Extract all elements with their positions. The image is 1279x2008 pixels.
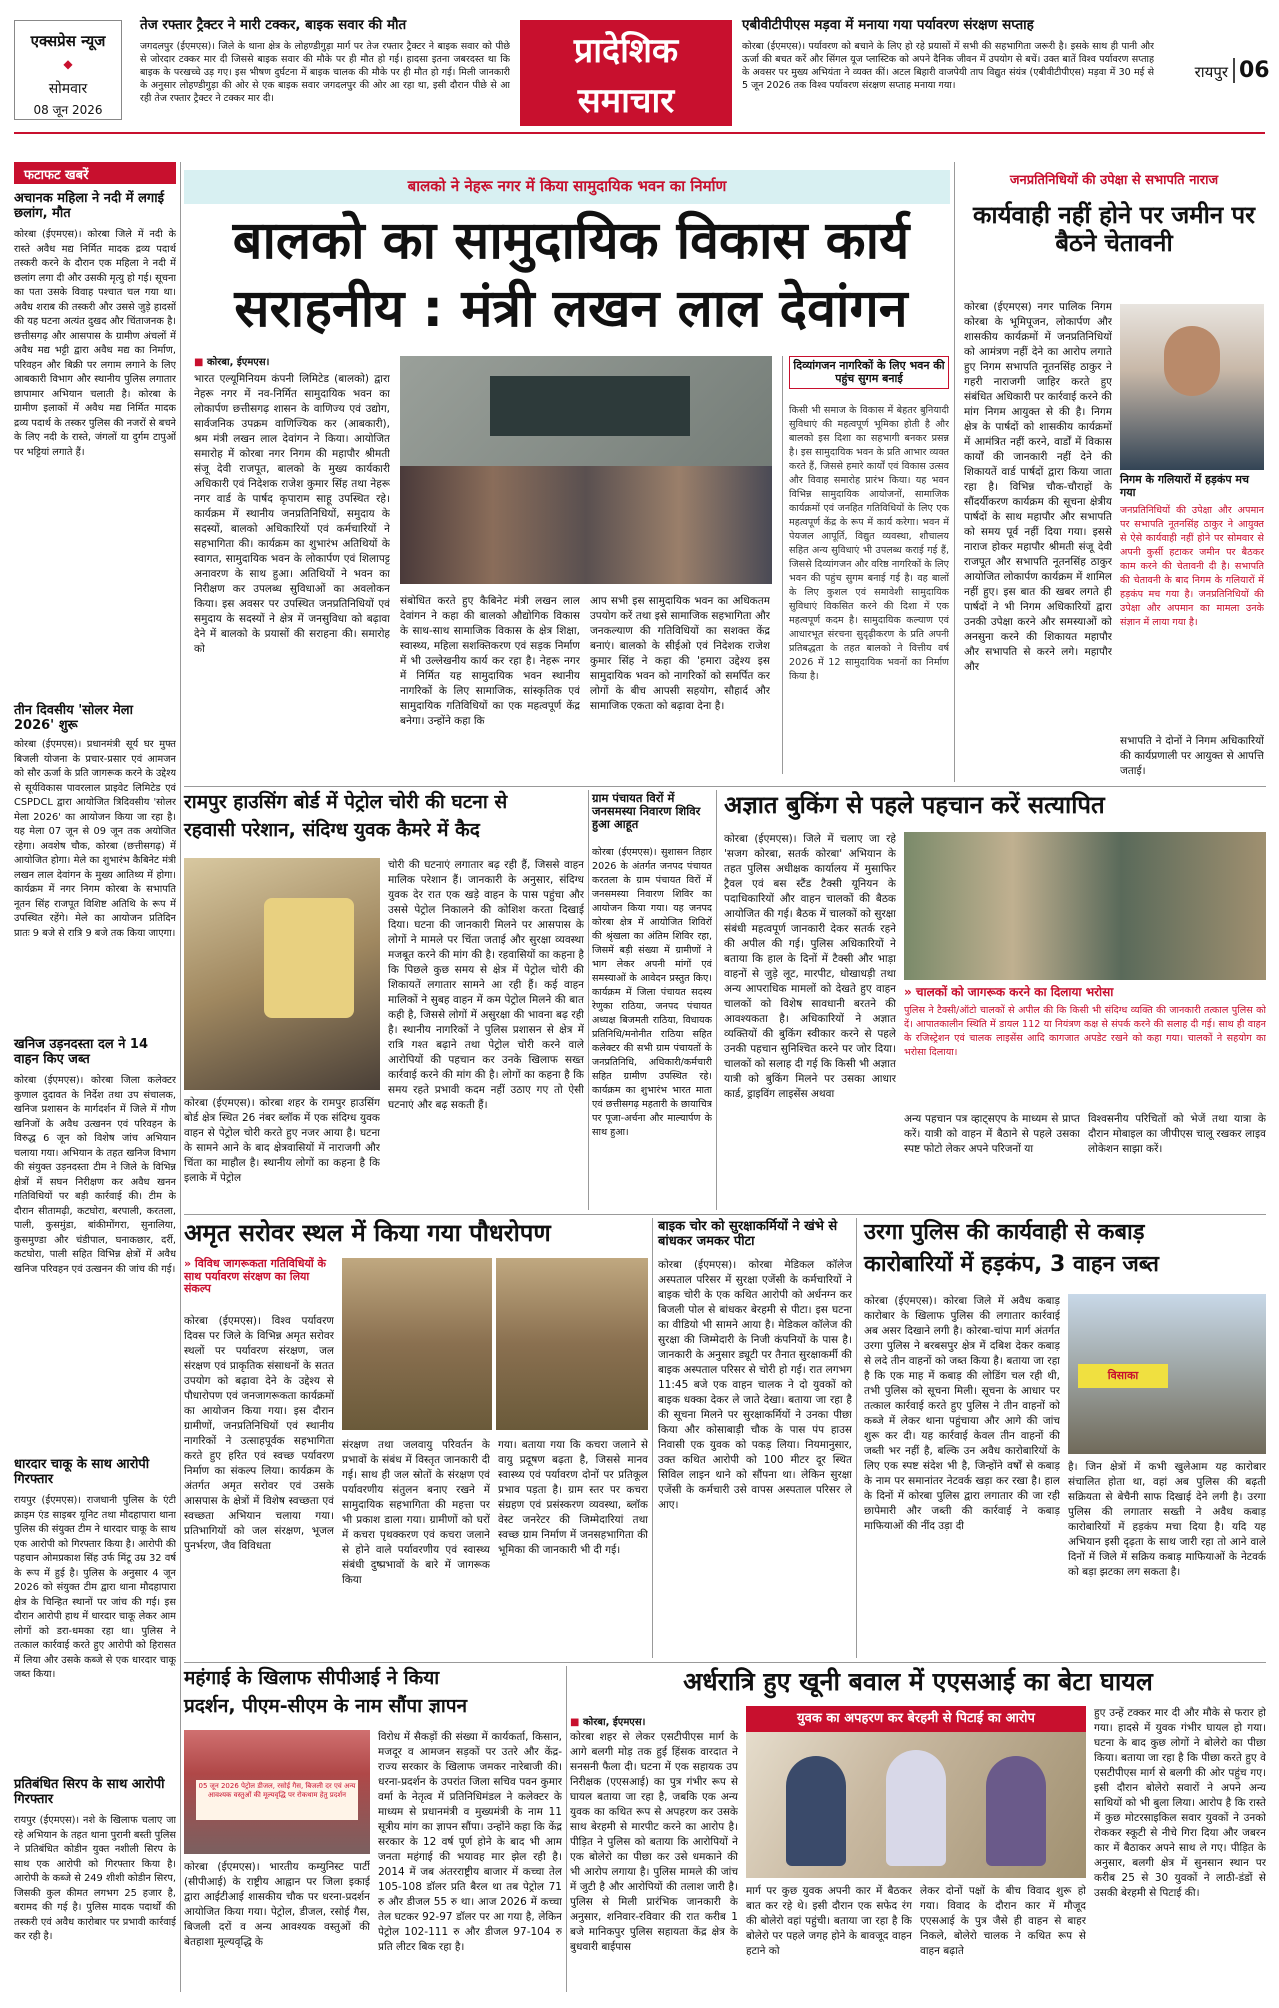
section-title-line1: प्रादेशिक	[573, 31, 679, 71]
lead-dateline	[194, 354, 354, 368]
bike-text: कोरबा (ईएमएस)। कोरबा मेडिकल कॉलेज अस्पताल परिसर में सुरक्षा एजेंसी के कर्मचारियों ने बाइक चोरी के एक कथित आरोपी को अर्धनग्न कर बिजली पोल से बांधकर बेरहमी से पीटा। इस घटना का वीडियो भी सामने आया है। मेडिकल कॉलेज की सुरक्षा की जिम्मेदारी के निजी कंपनियों के पास है। जानकारी के अनुसार ड्यूटी पर तैनात सुरक्षाकर्मी की बाइक अस्पताल परिसर से चोरी हो गई। रात लगभग 11:45 बजे एक वाहन चालक ने दो युवकों को बाइक धक्का देकर ले जाते देखा। बताया जा रहा है की सूचना मिलने पर सुरक्षाकर्मियों ने उनका पीछा किया और कोसाबाड़ी चौक के पास पंप हाउस निवासी एक युवक को पकड़ लिया। नियमानुसार, उक्त कथित आरोपी को 100 मीटर दूर स्थित सिविल लाइन थाने को सौंपना था। लेकिन सुरक्षा एजेंसी के कर्मचारी उसे वापस अस्पताल परिसर ले आए।	[658, 1259, 852, 1511]
agyat-bottom-col2: विश्वसनीय परिचितों को भेजें तथा यात्रा के दौरान मोबाइल का जीपीएस चालू रखकर लाइव लोकेशन साझा करें।	[1088, 1113, 1266, 1155]
urga-divider	[856, 1218, 857, 1658]
agyat-divider	[716, 790, 717, 1210]
lead-photo-people	[400, 466, 772, 584]
city-label: रायपुर	[1194, 63, 1228, 81]
ardh-divider	[566, 1666, 567, 1992]
page-number: 06	[1233, 58, 1275, 83]
right-kicker: जनप्रतिनिधियों की उपेक्षा से सभापति नाराज	[1009, 173, 1219, 188]
lead-photo	[400, 356, 772, 584]
cpi-photo	[184, 1730, 370, 1854]
diamond-icon: ◆	[63, 57, 73, 71]
left-item-1-text: कोरबा (ईएमएस)। कोरबा जिले में नदी के रास्ते अवैध मद्य निर्मित मादक द्रव्य पदार्थ तस्करी करने के दौरान एक महिला ने नदी में छलांग लगा दी और उसकी मृत्यु हो गई। सूचना का पता उसके विवाह पश्चात चल गया था। अवैध शराब की तस्करी और उससे जुड़े हादसों की यह घटना अत्यंत दुखद और चिंताजनक है। छत्तीसगढ़ और आसपास के ग्रामीण अंचलों में अवैध मद्य भट्टी द्वारा अवैध मद्य का निर्माण, परिवहन और बिक्री पर लगाम लगाने के लिए आबकारी विभाग और स्थानीय पुलिस लगातार छापामार अभियान चलाती है। कोरबा के ग्रामीण इलाकों में अवैध मद्य निर्मित मादक द्रव्य पदार्थ के तस्कर पुलिस की नजरों से बचने के लिए नदी के रास्ते, जंगलों या दुर्गम टापुओं पर भट्टियां लगाते हैं।	[14, 229, 176, 458]
date-label: 08 जून 2026	[33, 103, 103, 117]
lead-kicker-band	[184, 170, 950, 204]
urga-photo	[1068, 1294, 1266, 1454]
lead-side-box	[782, 356, 950, 774]
amrut-text-col1: कोरबा (ईएमएस)। विश्व पर्यावरण दिवस पर जिले के विभिन्न अमृत सरोवर स्थलों पर पर्यावरण संरक्षण, जल संरक्षण एवं प्राकृतिक संसाधनों के सतत उपयोग को बढ़ावा देने के उद्देश्य से पौधारोपण एवं जनजागरूकता कार्यक्रमों का आयोजन किया गया। इस दौरान ग्रामीणों, जनप्रतिनिधियों एवं स्थानीय नागरिकों ने उत्साहपूर्वक सहभागिता करते हुए हरित एवं स्वच्छ पर्यावरण निर्माण का संकल्प लिया। कार्यक्रम के अंतर्गत अमृत सरोवर एवं उसके आसपास के क्षेत्रों में विशेष स्वच्छता एवं स्वच्छता अभियान चलाया गया। प्रतिभागियों को जल संरक्षण, भूजल पुनर्भरण, जैव विविधता	[184, 1315, 334, 1552]
urga-shop-sign-text: विसाका	[1107, 1369, 1139, 1382]
top-right-text: कोरबा (ईएमएस)। पर्यावरण को बचाने के लिए हो रहे प्रयासों में सभी की सहभागिता जरूरी है। इसके साथ ही पानी और ऊर्जा की बचत करें और सिंगल यूज प्लास्टिक को अपने दैनिक जीवन में उपयोग से बचें। उक्त बातें विश्व पर्यावरण सप्ताह के अवसर पर मुख्य अभियंता ने व्यक्त कीं। अटल बिहारी वाजपेयी ताप विद्युत संयंत्र (एबीवीटीपीएस) मड़वा में 30 मई से 5 जून 2026 तक विश्व पर्यावरण संरक्षण सप्ताह मनाया गया।	[742, 41, 1154, 91]
urga-headline-line1: उरगा पुलिस की कार्यवाही से कबाड़	[864, 1220, 1145, 1245]
rampur-headline-line2: रहवासी परेशान, संदिग्ध युवक कैमरे में कैद	[184, 819, 480, 841]
lead-kicker: बालको ने नेहरू नगर में किया सामुदायिक भवन का निर्माण	[407, 177, 727, 195]
section-title-box	[520, 20, 732, 126]
fuel-can-shape	[264, 898, 354, 1018]
gram-headline: ग्राम पंचायत विरों में जनसमस्या निवारण शिविर हुआ आहूत	[592, 791, 701, 832]
paper-name: एक्सप्रेस न्यूज	[30, 32, 106, 50]
agyat-text: कोरबा (ईएमएस)। जिले में चलाए जा रहे 'सजग कोरबा, सतर्क कोरबा' अभियान के तहत पुलिस अधीक्षक कार्यालय में मुसाफिर ट्रैवल एवं बस स्टैंड टैक्सी यूनियन के पदाधिकारियों और वाहन चालकों की बैठक आयोजित की गई। बैठक में चालकों को सुरक्षा संबंधी महत्वपूर्ण जानकारी देकर सतर्क रहने की अपील की गई। पुलिस अधिकारियों ने बताया कि हाल के दिनों में टैक्सी और भाड़ा वाहनों से जुड़े लूट, मारपीट, धोखाधड़ी तथा अन्य आपराधिक मामलों को देखते हुए वाहन चालकों को विशेष सावधानी बरतने की आवश्यकता है। अधिकारियों ने अज्ञात व्यक्तियों की बुकिंग स्वीकार करने से पहले उनकी पहचान सुनिश्चित करने पर जोर दिया। चालकों को सलाह दी गई कि किसी भी अज्ञात यात्री को बुकिंग मिलने पर उसका आधार कार्ड, ड्राइविंग लाइसेंस अथवा	[724, 833, 896, 1100]
right-headline: कार्यवाही नहीं होने पर जमीन पर बैठने चेतावनी	[972, 201, 1256, 257]
amrut-sub: » विविध जागरूकता गतिविधियों के साथ पर्यावरण संरक्षण का लिया संकल्प	[184, 1257, 327, 1296]
day-label: सोमवार	[48, 81, 88, 97]
right-box-text: जनप्रतिनिधियों की उपेक्षा और अपमान पर सभापति नूतनसिंह ठाकुर ने आयुक्त से ऐसे कार्यवाही नहीं होने पर सोमवार से अपनी कुर्सी हटाकर जमीन पर बैठकर काम करने की चेतावनी दी है। सभापति की चेतावनी के बाद निगम के गलियारों में हड़कंप मच गया है। जनप्रतिनिधियों की उपेक्षा और अपमान का मामला उनके संज्ञान में लाया गया है।	[1120, 505, 1264, 628]
right-text: कोरबा (ईएमएस) नगर पालिक निगम कोरबा के भूमिपूजन, लोकार्पण और शासकीय कार्यक्रमों में जनप्रतिनिधियों को आमंत्रण नहीं देने का आरोप लगाते हुए निगम सभापति नूतनसिंह ठाकुर ने गहरी नाराजगी जाहिर करते हुए संबंधित अधिकारी पर कार्रवाई करने की मांग निगम आयुक्त से की है। निगम क्षेत्र के पार्षदों को शासकीय कार्यक्रमों में आमंत्रित नहीं करने, वार्डों में विकास कार्यों की जानकारी नहीं देने की शिकायतें वार्ड पार्षदों द्वारा किया जाता रहा है। विभिन्न चौक-चौराहों के सौंदर्यीकरण कार्यक्रम की सूचना क्षेत्रीय पार्षदों के साथ महापौर और सभापति को समय पूर्व नहीं दिया गया। इससे नाराज होकर महापौर श्रीमती संजू देवी राजपूत और सभापति नूतनसिंह ठाकुर आयोजित लोकार्पण कार्यक्रम में शामिल नहीं हुए। इस बात की खबर लगते ही पार्षदों ने भी निगम अधिकारियों द्वारा उनकी उपेक्षा करने और समस्याओं को अनसुना करने की शिकायत महापौर और सभापति से करने लगे। महापौर और	[964, 301, 1112, 673]
lead-side-headline: दिव्यांगजन नागरिकों के लिए भवन की पहुंच सुगम बनाई	[789, 356, 949, 389]
amrut-photo	[342, 1258, 648, 1430]
left-item-3-headline: खनिज उड़नदस्ता दल ने 14 वाहन किए जब्त	[14, 1037, 149, 1067]
right-top-story	[958, 162, 1266, 782]
cpi-banner-text: 05 जून 2026 पेट्रोल डीजल, रसोई गैस, बिजली दर एवं अन्य आवश्यक वस्तुओं की मूल्यवृद्धि पर रोकथाम हेतु प्रदर्शन	[198, 1782, 356, 1799]
row3-divider	[184, 1662, 1266, 1663]
ardh-text-col4: हुए उन्हें टक्कर मार दी और मौके से फरार हो गया। हादसे में युवक गंभीर घायल हो गया। घटना के बाद कुछ लोगों ने बोलेरो का पीछा किया। बताया जा रहा है कि पीछा करते हुए वे एसटीपीएस मार्ग से बलगी की ओर पहुंच गए। इसी दौरान बोलेरो सवारों ने अपने अन्य साथियों को भी बुला लिया। आरोप है कि रास्ते में कुछ मोटरसाइकिल सवार युवकों ने उनको रोककर स्कूटी से नीचे गिरा दिया और जबरन कार में बैठाकर अपने साथ ले गए। पीड़ित के अनुसार, बलगी क्षेत्र में सुनसान स्थान पर करीब 25 से 30 युवकों ने लाठी-डंडों से उसकी बेरहमी से पिटाई की।	[1094, 1707, 1266, 1899]
top-right-headline: एबीवीटीपीएस मड़वा में मनाया गया पर्यावरण संरक्षण सप्ताह	[742, 17, 1034, 33]
rampur-text-col2: चोरी की घटनाएं लगातार बढ़ रही हैं, जिससे वाहन मालिक परेशान हैं। जानकारी के अनुसार, संदिग्ध युवक देर रात एक खड़े वाहन के पास पहुंचा और उससे पेट्रोल निकालने की कोशिश करता दिखाई दिया। घटना की जानकारी मिलने पर आसपास के लोगों ने मामले पर चिंता जताई और सुरक्षा व्यवस्था मजबूत करने की मांग की है। रहवासियों का कहना है कि पिछले कुछ समय से क्षेत्र में पेट्रोल चोरी की शिकायतें लगातार सामने आ रही हैं। कई वाहन मालिकों ने सुबह वाहन में कम पेट्रोल मिलने की बात कही है, जिससे लोगों में असुरक्षा की भावना बढ़ रही है। स्थानीय नागरिकों ने पुलिस प्रशासन से क्षेत्र में रात्रि गश्त बढ़ाने तथा पेट्रोल चोरी करने वाले आरोपियों की पहचान कर उनके खिलाफ सख्त कार्रवाई करने की मांग की है। लोगों का कहना है कि समय रहते प्रभावी कदम नहीं उठाए गए तो ऐसी घटनाएं और बढ़ सकती हैं।	[388, 859, 584, 1111]
right-portrait	[1120, 304, 1264, 470]
top-left-headline: तेज रफ्तार ट्रैक्टर ने मारी टक्कर, बाइक सवार की मौत	[140, 17, 407, 33]
quick-news-bar	[14, 162, 176, 184]
cpi-banner	[196, 1780, 358, 1820]
rampur-photo	[184, 858, 380, 1090]
ardh-story	[570, 1666, 1266, 1992]
row1-divider	[184, 786, 1266, 787]
lead-text-col1: भारत एल्यूमिनियम कंपनी लिमिटेड (बालको) द्वारा नेहरू नगर में नव-निर्मित सामुदायिक भवन का लोकार्पण छत्तीसगढ़ शासन के वाणिज्य एवं उद्योग, सार्वजनिक उपक्रम वाणिज्यिक कर (आबकारी), श्रम मंत्री लखन लाल देवांगन ने किया। आयोजित समारोह में कोरबा नगर निगम की महापौर श्रीमती संजू देवी राजपूत, बालको के मुख्य कार्यकारी अधिकारी एवं निदेशक राजेश कुमार सिंह तथा नेहरू नगर वार्ड के पार्षद कृपाराम साहू उपस्थित रहे। कार्यक्रम में स्थानीय जनप्रतिनिधियों, समुदाय के सदस्यों, बालको अधिकारियों एवं कर्मचारियों ने सहभागिता की। कार्यक्रम का शुभारंभ अतिथियों के स्वागत, सामुदायिक भवन के लोकार्पण एवं शिलापट्ट अनावरण के साथ हुआ। अतिथियों ने भवन का निरीक्षण कर उपलब्ध सुविधाओं का अवलोकन किया। इस अवसर पर उपस्थित जनप्रतिनिधियों एवं समुदाय के सदस्यों ने क्षेत्र में जनसुविधा को बढ़ावा देने में बालको के प्रयासों की सराहना की। समारोह को	[194, 373, 390, 655]
bike-story	[656, 1218, 852, 1658]
left-item-1-headline: अचानक महिला ने नदी में लगाई छलांग, मौत	[14, 191, 164, 221]
lead-dateline-text: कोरबा, ईएमएस।	[206, 357, 270, 368]
amrut-text-col3: गया। बताया गया कि कचरा जलाने से वायु प्रदूषण बढ़ता है, जिससे मानव स्वास्थ्य एवं पर्यावरण दोनों पर प्रतिकूल प्रभाव पड़ता है। ग्राम स्तर पर कचरा संग्रहण एवं प्रसंस्करण व्यवस्था, ब्लॉक वेस्ट जनरेटर की जिम्मेदारियां तथा स्वच्छ ग्राम निर्माण में जनसहभागिता की भूमिका की जानकारी भी दी गई।	[498, 1439, 648, 1556]
cpi-headline-line2: प्रदर्शन, पीएम-सीएम के नाम सौंपा ज्ञापन	[184, 1695, 468, 1717]
ardh-sub: युवक का अपहरण कर बेरहमी से पिटाई का आरोप	[797, 1711, 1035, 1726]
agyat-story	[720, 790, 1266, 1210]
agyat-bottom-col1: अन्य पहचान पत्र व्हाट्सएप के माध्यम से प्राप्त करें। यात्री को वाहन में बैठाने से पहले उसका स्पष्ट फोटो लेकर अपने परिजनों या	[904, 1113, 1080, 1155]
rampur-story	[184, 790, 584, 1210]
lead-side-text: किसी भी समाज के विकास में बेहतर बुनियादी सुविधाएं की महत्वपूर्ण भूमिका होती है और बालको इस दिशा का सहभागी बनकर प्रसन्न है। इस सामुदायिक भवन के प्रति आभार व्यक्त करते हैं, जिससे हमारे कार्यों एवं विकास उत्सव और विवाह समारोह प्रारंभ किया। यह भवन विभिन्न सामुदायिक आयोजनों, सामाजिक कार्यक्रमों एवं जनहित गतिविधियों के लिए एक महत्वपूर्ण केंद्र के रूप में कार्य करेगा। भवन में पेयजल आपूर्ति, विद्युत व्यवस्था, शौचालय सहित अन्य सुविधाएं भी उपलब्ध कराई गई हैं, जिससे दिव्यांगजन और वरिष्ठ नागरिकों के लिए भवन की पहुंच सुगम बनाई गई है। वह बालों के लिए कुशल एवं समावेशी सामुदायिक सुविधाएं विकसित करने की दिशा में एक महत्वपूर्ण कदम है। सामुदायिक कल्याण एवं आधारभूत संरचना सुदृढ़ीकरण के प्रति अपनी प्रतिबद्धता के तहत बालको ने वित्तीय वर्ष 2026 में 12 सामुदायिक भवनों का निर्माण किया है।	[789, 405, 949, 682]
quick-news-label: फटाफट खबरें	[24, 168, 89, 183]
left-item-4-headline: धारदार चाकू के साथ आरोपी गिरफ्तार	[14, 1457, 150, 1487]
urga-text-col1: कोरबा (ईएमएस)। कोरबा जिले में अवैध कबाड़ कारोबार के खिलाफ पुलिस की लगातार कार्रवाई अब असर दिखाने लगी है। कोरबा-चांपा मार्ग अंतर्गत उरगा पुलिस ने बरबसपुर क्षेत्र में दबिश देकर कबाड़ से लदे तीन वाहनों को जब्त किया है। बताया जा रहा है कि एक माह में कबाड़ की लोडिंग चल रही थी, तभी पुलिस को सूचना मिली। सूचना के आधार पर तत्काल कार्रवाई करते हुए पुलिस ने तीन वाहनों को कब्जे में लेकर थाना पहुंचाया और आगे की जांच शुरू कर दी। यह कार्रवाई केवल तीन वाहनों की जब्ती भर नहीं है, बल्कि उन अवैध कारोबारियों के लिए एक स्पष्ट संदेश भी है, जिन्होंने वर्षों से कबाड़ के नाम पर समानांतर नेटवर्क खड़ा कर रखा है। हाल के दिनों में कोरबा पुलिस द्वारा लगातार की जा रही छापेमारी और जब्ती की कार्रवाई ने कबाड़ माफियाओं की नींद उड़ा दी	[864, 1295, 1060, 1532]
agyat-box-text: पुलिस ने टैक्सी/ऑटो चालकों से अपील की कि किसी भी संदिग्ध व्यक्ति की जानकारी तत्काल पुलिस को दें। आपातकालीन स्थिति में डायल 112 या नियंत्रण कक्ष से संपर्क करने की सलाह दी गई। साथ ही वाहन के रजिस्ट्रेशन एवं चालक लाइसेंस आदि कागजात अपडेट रखने को कहा गया। चालकों ने सहयोग का भरोसा दिलाया।	[904, 1005, 1266, 1058]
cpi-text-col1: कोरबा (ईएमएस)। भारतीय कम्युनिस्ट पार्टी (सीपीआई) के राष्ट्रीय आह्वान पर जिला इकाई द्वारा आईटीआई शासकीय चौक पर धरना-प्रदर्शन आयोजित किया गया। पेट्रोल, डीजल, रसोई गैस, बिजली दरों व अन्य आवश्यक वस्तुओं की बेतहाशा मूल्यवृद्धि के	[184, 1861, 370, 1948]
left-item-2-headline: तीन दिवसीय 'सोलर मेला 2026' शुरू	[14, 703, 133, 733]
right-divider	[954, 162, 955, 782]
left-item-3-text: कोरबा (ईएमएस)। कोरबा जिला कलेक्टर कुणाल दुदावत के निर्देश तथा उप संचालक, खनिज प्रशासन के मार्गदर्शन में जिले में गौण खनिजों के अवैध उत्खनन एवं परिवहन के विरुद्ध 6 जून को विशेष जांच अभियान चलाया गया। अभियान के तहत खनिज विभाग की संयुक्त उड़नदस्ता टीम ने जिले के विभिन्न क्षेत्रों में सघन निरीक्षण कर अवैध खनन गतिविधियों पर बड़ी कार्रवाई की। टीम के दौरान सीतामढ़ी, कटघोरा, बरपाली, करतला, पाली, कुसमुंडा, बांकीमोंगरा, सुनालिया, कुसमुण्डा और चंडीपाल, घनाकछार, दर्री, कटघोरा, पाली सहित विभिन्न क्षेत्रों में अवैध खनिज परिवहन एवं उत्खनन की जांच की गई।	[14, 1075, 176, 1275]
left-item-2-text: कोरबा (ईएमएस)। प्रधानमंत्री सूर्य घर मुफ्त बिजली योजना के प्रचार-प्रसार एवं आमजन को सौर ऊर्जा के प्रति जागरूक करने के उद्देश्य से सूर्यविकास पावरलाल प्राइवेट लिमिटेड एवं CSPDCL द्वारा आयोजित त्रिदिवसीय 'सोलर मेला 2026' का आयोजन किया जा रहा है। यह मेला 07 जून से 09 जून तक अयोजित रहेगा। अवशेष चौक, कोरबा (छत्तीसगढ़) में आयोजित होगा। मेले का शुभारंभ कैबिनेट मंत्री लखन लाल देवांगन के मुख्य आतिथ्य में होगा। कार्यक्रम में नगर निगम कोरबा के सभापति नूतन सिंह राजपूत विशिष्ट अतिथि के रूप में उपस्थित रहेंगे। मेले का आयोजन प्रतिदिन प्रातः 9 बजे से रात्रि 9 बजे तक किया जाएगा।	[14, 739, 176, 939]
left-column	[14, 162, 176, 1992]
urga-story	[860, 1218, 1266, 1658]
section-title-line2: समाचार	[577, 81, 675, 121]
cpi-text-col2: विरोध में सैकड़ों की संख्या में कार्यकर्ता, किसान, मजदूर व आमजन सड़कों पर उतरे और केंद्र-राज्य सरकार के खिलाफ जमकर नारेबाजी की। धरना-प्रदर्शन के उपरांत जिला सचिव पवन कुमार वर्मा के नेतृत्व में प्रतिनिधिमंडल ने कलेक्टर के माध्यम से प्रधानमंत्री व मुख्यमंत्री के नाम 11 सूत्रीय मांग का ज्ञापन सौंपा। उन्होंने कहा कि केंद्र सरकार के 12 वर्ष पूर्ण होने के बाद भी आम जनता महंगाई की भयावह मार झेल रही है। 2014 में जब अंतरराष्ट्रीय बाजार में कच्चा तेल 105-108 डॉलर प्रति बैरल था तब पेट्रोल 71 रु और डीजल 55 रु था। आज 2026 में कच्चा तेल घटकर 92-97 डॉलर पर आ गया है, लेकिन पेट्रोल 102-111 रु और डीजल 97-104 रु प्रति लीटर बिक रहा है।	[378, 1731, 562, 1953]
lead-text-col3: आप सभी इस सामुदायिक भवन का अधिकतम उपयोग करें तथा इसे सामाजिक सहभागिता और जनकल्याण की गतिविधियों का सशक्त केंद्र बनाएं। बालको के सीईओ एवं निदेशक राजेश कुमार सिंह ने कहा की 'हमारा उद्देश्य इस सामुदायिक भवन को नागरिकों को समर्पित कर लोगों के बीच आपसी सहयोग, सौहार्द और सामाजिक एकता को बढ़ावा देना है।	[590, 595, 770, 712]
left-item-5-text: रायपुर (ईएमएस)। नशे के खिलाफ चलाए जा रहे अभियान के तहत थाना पुरानी बस्ती पुलिस ने प्रतिबंधित कोडीन युक्त नशीली सिरप के साथ एक आरोपी को गिरफ्तार किया है। आरोपी के कब्जे से 249 शीशी कोडीन सिरप, जिसकी कुल कीमत लगभग 25 हजार है, बरामद की गई है। पुलिस मादक पदार्थों की तस्करी एवं अवैध कारोबार पर प्रभावी कार्रवाई कर रही है।	[14, 1815, 176, 1942]
gram-text: कोरबा (ईएमएस)। सुशासन तिहार 2026 के अंतर्गत जनपद पंचायत करतला के ग्राम पंचायत विरों में जनसमस्या निवारण शिविर का आयोजन किया गया। यह जनपद कोरबा क्षेत्र में आयोजित शिविरों की श्रृंखला का अंतिम शिविर रहा, जिसमें बड़ी संख्या में ग्रामीणों ने भाग लेकर अपनी मांगों एवं समस्याओं के आवेदन प्रस्तुत किए। कार्यक्रम में जिला पंचायत सदस्य रेणुका राठिया, जनपद पंचायत अध्यक्ष बिजमती राठिया, विधायक प्रतिनिधि/मनोनीत राठिया सहित कलेक्टर की सभी ग्राम पंचायतों के जनप्रतिनिधि, अधिकारी/कर्मचारी सहित ग्रामीण उपस्थित रहे। कार्यक्रम का शुभारंभ भारत माता एवं छत्तीसगढ़ महतारी के छायाचित्र पर पूजा-अर्चना और माल्यार्पण के साथ हुआ।	[592, 847, 712, 1138]
ardh-sub-band	[746, 1706, 1086, 1732]
ardh-headline: अर्धरात्रि हुए खूनी बवाल में एएसआई का बेटा घायल	[683, 1667, 1153, 1696]
lead-photo-banner	[490, 376, 690, 436]
urga-headline-line2: कारोबारियों में हड़कंप, 3 वाहन जब्त	[864, 1252, 1159, 1277]
right-bottom-text: सभापति ने दोनों ने निगम अधिकारियों की कार्यप्रणाली पर आयुक्त से आपत्ति जताई।	[1120, 735, 1264, 777]
row2-divider	[184, 1214, 1266, 1215]
gram-divider	[588, 790, 589, 1210]
agyat-box-headline: » चालकों को जागरूक करने का दिलाया भरोसा	[904, 985, 1114, 999]
top-left-text: जगदलपुर (ईएमएस)। जिले के थाना क्षेत्र के लोहण्डीगुड़ा मार्ग पर तेज रफ्तार ट्रैक्टर ने बाइक सवार को पीछे से जोरदार टक्कर मार दी जिससे बाइक सवार की मौके पर ही मौत हो गई। हादसा इतना जबरदस्त था कि बाइक के परखच्चे उड़ गए। इस भीषण दुर्घटना में बाइक चालक की मौके पर ही मौत हो गई। मिली जानकारी के अनुसार लोहण्डीगुड़ा की ओर से एक बाइक सवार जगदलपुर की ओर आ रहा था, इसी दौरान पीछे से आ रही तेज रफ्तार ट्रैक्टर ने टक्कर मार दी।	[140, 41, 510, 104]
bike-divider	[652, 1218, 653, 1658]
masthead-rule	[14, 132, 1265, 134]
urga-shop-sign	[1078, 1364, 1168, 1388]
ardh-dateline	[570, 1714, 720, 1728]
ardh-text-col1: कोरबा शहर से लेकर एसटीपीएस मार्ग के आगे बलगी मोड़ तक हुई हिंसक वारदात ने सनसनी फैला दी। घटना में एक सहायक उप निरीक्षक (एएसआई) का पुत्र गंभीर रूप से घायल बताया जा रहा है, जबकि एक अन्य युवक का कथित रूप से अपहरण कर उसके साथ बेरहमी से मारपीट करने का आरोप है। पीड़ित ने पुलिस को बताया कि आरोपियों ने एक बोलेरो का पीछा कर उसे धमकाने की भी आरोप लगाया है। पुलिस मामले की जांच में जुटी है और आरोपियों की तलाश जारी है। पुलिस से मिली प्रारंभिक जानकारी के अनुसार, शनिवार-रविवार की रात करीब 1 बजे मानिकपुर पुलिस सहायता केंद्र क्षेत्र के बुधवारी बाईपास	[570, 1731, 738, 1953]
amrut-photo-divider	[492, 1258, 496, 1430]
left-item-4-text: रायपुर (ईएमएस)। राजधानी पुलिस के एंटी क्राइम एंड साइबर यूनिट तथा मौदहापारा थाना पुलिस की संयुक्त टीम ने धारदार चाकू के साथ एक आरोपी को गिरफ्तार किया है। आरोपी की पहचान ओमप्रकाश सिंह उर्फ मिंटू उम्र 32 वर्ष के रूप में हुई है। पुलिस के अनुसार 4 जून 2026 को संयुक्त टीम द्वारा थाना मौदहापारा क्षेत्र के चिन्हित स्थानों पर जांच की गई। इस दौरान आरोपी हाथ में धारदार चाकू लेकर आम लोगों को डरा-धमका रहा था। पुलिस ने तत्काल कार्रवाई करते हुए आरोपी को हिरासत में लिया और उसके कब्जे से एक धारदार चाकू जब्त किया।	[14, 1495, 176, 1680]
masthead	[0, 0, 1279, 130]
amrut-text-col2: संरक्षण तथा जलवायु परिवर्तन के प्रभावों के संबंध में विस्तृत जानकारी दी गई। साथ ही जल स्रोतों के संरक्षण एवं पर्यावरणीय संतुलन बनाए रखने में सामुदायिक सहभागिता की महत्ता पर भी प्रकाश डाला गया। ग्रामीणों को घरों में कचरा पृथक्करण एवं कचरा जलाने से होने वाले पर्यावरणीय एवं स्वास्थ्य संबंधी दुष्प्रभावों के बारे में जागरूक किया	[342, 1439, 490, 1586]
paper-name-box	[14, 20, 122, 120]
rampur-headline-line1: रामपुर हाउसिंग बोर्ड में पेट्रोल चोरी की घटना से	[184, 791, 508, 813]
ardh-bullet-icon: ■	[570, 1717, 583, 1728]
gram-story	[592, 790, 712, 1210]
ardh-dateline-text: कोरबा, ईएमएस।	[582, 1717, 646, 1728]
ardh-text-col3: लेकर दोनों पक्षों के बीच विवाद शुरू हो गया। विवाद के दौरान कार में मौजूद एएसआई के पुत्र जैसे ही वाहन से बाहर निकले, बोलेरो चालक ने कथित रूप से वाहन बढ़ाते	[920, 1885, 1086, 1957]
amrut-story	[184, 1218, 648, 1658]
cpi-story	[184, 1666, 562, 1992]
ardh-figure-2	[886, 1750, 946, 1866]
lead-story	[184, 162, 950, 782]
left-column-divider	[180, 162, 181, 1992]
lead-headline-line1: बालको का सामुदायिक विकास कार्य	[232, 211, 910, 271]
agyat-photo	[904, 832, 1266, 980]
bullet-icon: ■	[194, 357, 207, 368]
rampur-text-col1: कोरबा (ईएमएस)। कोरबा शहर के रामपुर हाउसिंग बोर्ड क्षेत्र स्थित 26 नंबर ब्लॉक में एक संदिग्ध युवक वाहन से पेट्रोल चोरी करते हुए नजर आया है। घटना के सामने आने के बाद क्षेत्रवासियों में नाराजगी और चिंता का माहौल है। स्थानीय लोगों का कहना है कि इलाके में पेट्रोल	[184, 1097, 380, 1184]
ardh-text-col2: मार्ग पर कुछ युवक अपनी कार में बैठकर बात कर रहे थे। इसी दौरान एक सफेद रंग की बोलेरो वहां पहुंची। बताया जा रहा है कि बोलेरो पर पहले जगह होने के बावजूद वाहन हटाने को	[746, 1885, 912, 1957]
lead-headline-line2: सराहनीय : मंत्री लखन लाल देवांगन	[234, 279, 908, 339]
right-photo-caption: निगम के गलियारों में हड़कंप मच गया	[1120, 473, 1249, 499]
amrut-headline: अमृत सरोवर स्थल में किया गया पौधरोपण	[184, 1219, 551, 1247]
ardh-illustration	[746, 1706, 1086, 1878]
cpi-headline-line1: महंगाई के खिलाफ सीपीआई ने किया	[184, 1667, 440, 1689]
urga-text-col2: है। जिन क्षेत्रों में कभी खुलेआम यह कारोबार संचालित होता था, वहां अब पुलिस की बढ़ती सक्रियता से बेचैनी साफ दिखाई देने लगी है। उरगा पुलिस की लगातार सख्ती ने अवैध कबाड़ कारोबारियों में हड़कंप मचा दिया है। यदि यह अभियान इसी दृढ़ता के साथ जारी रहा तो आने वाले दिनों में जिले में सक्रिय कबाड़ माफियाओं के नेटवर्क को बड़ा झटका लग सकता है।	[1068, 1461, 1266, 1578]
portrait-face	[1164, 326, 1220, 396]
bike-headline: बाइक चोर को सुरक्षाकर्मियों ने खंभे से बांधकर जमकर पीटा	[658, 1219, 838, 1249]
ardh-figure-3	[986, 1756, 1046, 1866]
ardh-figure-1	[786, 1756, 846, 1866]
agyat-headline: अज्ञात बुकिंग से पहले पहचान करें सत्यापित	[724, 791, 1105, 819]
left-item-5-headline: प्रतिबंधित सिरप के साथ आरोपी गिरफ्तार	[14, 1777, 165, 1807]
lead-text-col2: संबोधित करते हुए कैबिनेट मंत्री लखन लाल देवांगन ने कहा की बालको औद्योगिक विकास के साथ-साथ सामाजिक विकास के क्षेत्र शिक्षा, स्वास्थ्य, महिला सशक्तिकरण एवं सड़क निर्माण में भी उल्लेखनीय कार्य कर रहा है। नेहरू नगर में निर्मित यह सामुदायिक भवन स्थानीय नागरिकों के लिए सामाजिक, सांस्कृतिक एवं सामुदायिक गतिविधियों का एक महत्वपूर्ण केंद्र बनेगा। उन्होंने कहा कि	[400, 595, 580, 727]
